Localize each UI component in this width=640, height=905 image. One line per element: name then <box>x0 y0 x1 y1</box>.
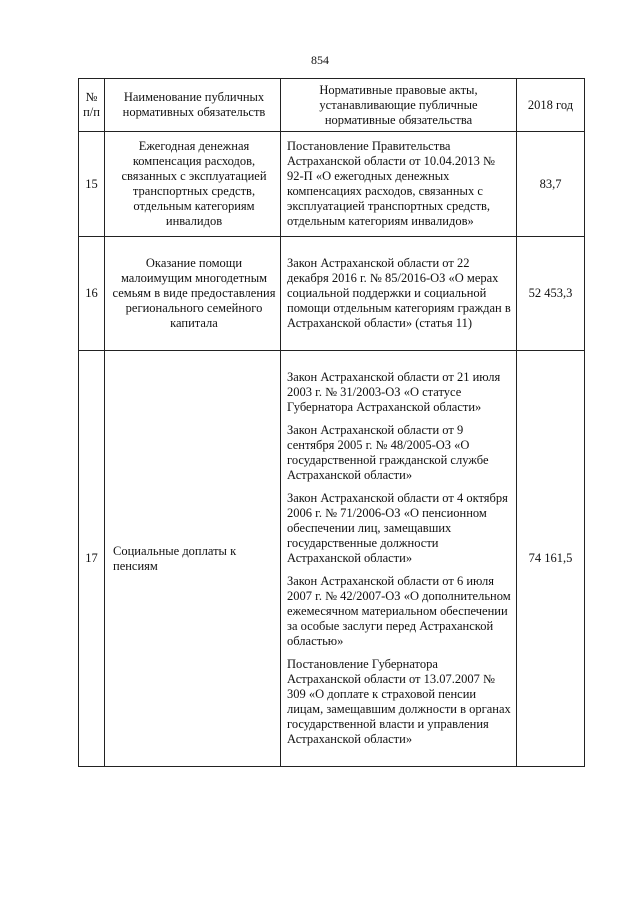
row-name: Оказание помощи малоимущим многодетным семьям в виде предоставления регионального семейного капитала <box>105 237 281 351</box>
act-text: Закон Астраханской области от 6 июля 2007 г. № 42/2007-ОЗ «О дополнительном ежемесячном материальном обеспечении за особые заслуги перед Астраханской областью» <box>287 574 511 648</box>
act-text: Постановление Губернатора Астраханской области от 13.07.2007 № 309 «О доплате к страховой пенсии лицам, замещавшим должности в органах государственной власти и управления Астраханской области» <box>287 657 511 746</box>
page-number: 854 <box>311 53 329 67</box>
table-header-row <box>79 79 585 132</box>
act-text: Закон Астраханской области от 4 октября 2006 г. № 71/2006-ОЗ «О пенсионном обеспечении лиц, замещавших государственные должности Астраханской области» <box>287 491 508 565</box>
table-row <box>79 237 585 351</box>
act-text: Закон Астраханской области от 22 декабря 2016 г. № 85/2016-ОЗ «О мерах социальной поддержки и социальной помощи отдельным категориям граждан в Астраханской области» (статья 11) <box>287 256 511 330</box>
table-row <box>79 132 585 237</box>
row-num: 16 <box>79 237 105 351</box>
row-value: 74 161,5 <box>517 351 585 767</box>
header-name: Наименование публичных нормативных обязательств <box>105 79 281 132</box>
row-value: 52 453,3 <box>517 237 585 351</box>
row-acts <box>281 237 517 351</box>
act-text: Закон Астраханской области от 9 сентября 2005 г. № 48/2005-ОЗ «О государственной гражданской службе Астраханской области» <box>287 423 489 482</box>
row-name: Ежегодная денежная компенсация расходов, связанных с эксплуатацией транспортных средств, отдельным категориям инвалидов <box>105 132 281 237</box>
row-name: Социальные доплаты к пенсиям <box>105 351 281 767</box>
act-text: Постановление Правительства Астраханской области от 10.04.2013 № 92-П «О ежегодных денежных компенсациях расходов, связанных с эксплуатацией транспортных средств, отдельным категориям инвалидов» <box>287 139 495 228</box>
act-text: Закон Астраханской области от 21 июля 2003 г. № 31/2003-ОЗ «О статусе Губернатора Астраханской области» <box>287 370 501 414</box>
header-acts: Нормативные правовые акты, устанавливающие публичные нормативные обязательства <box>281 79 517 132</box>
header-year: 2018 год <box>517 79 585 132</box>
row-acts <box>281 351 517 767</box>
row-num: 15 <box>79 132 105 237</box>
row-value: 83,7 <box>517 132 585 237</box>
row-num: 17 <box>79 351 105 767</box>
row-acts <box>281 132 517 237</box>
table-row <box>79 351 585 767</box>
header-num: № п/п <box>79 79 105 132</box>
obligations-table <box>78 78 585 767</box>
